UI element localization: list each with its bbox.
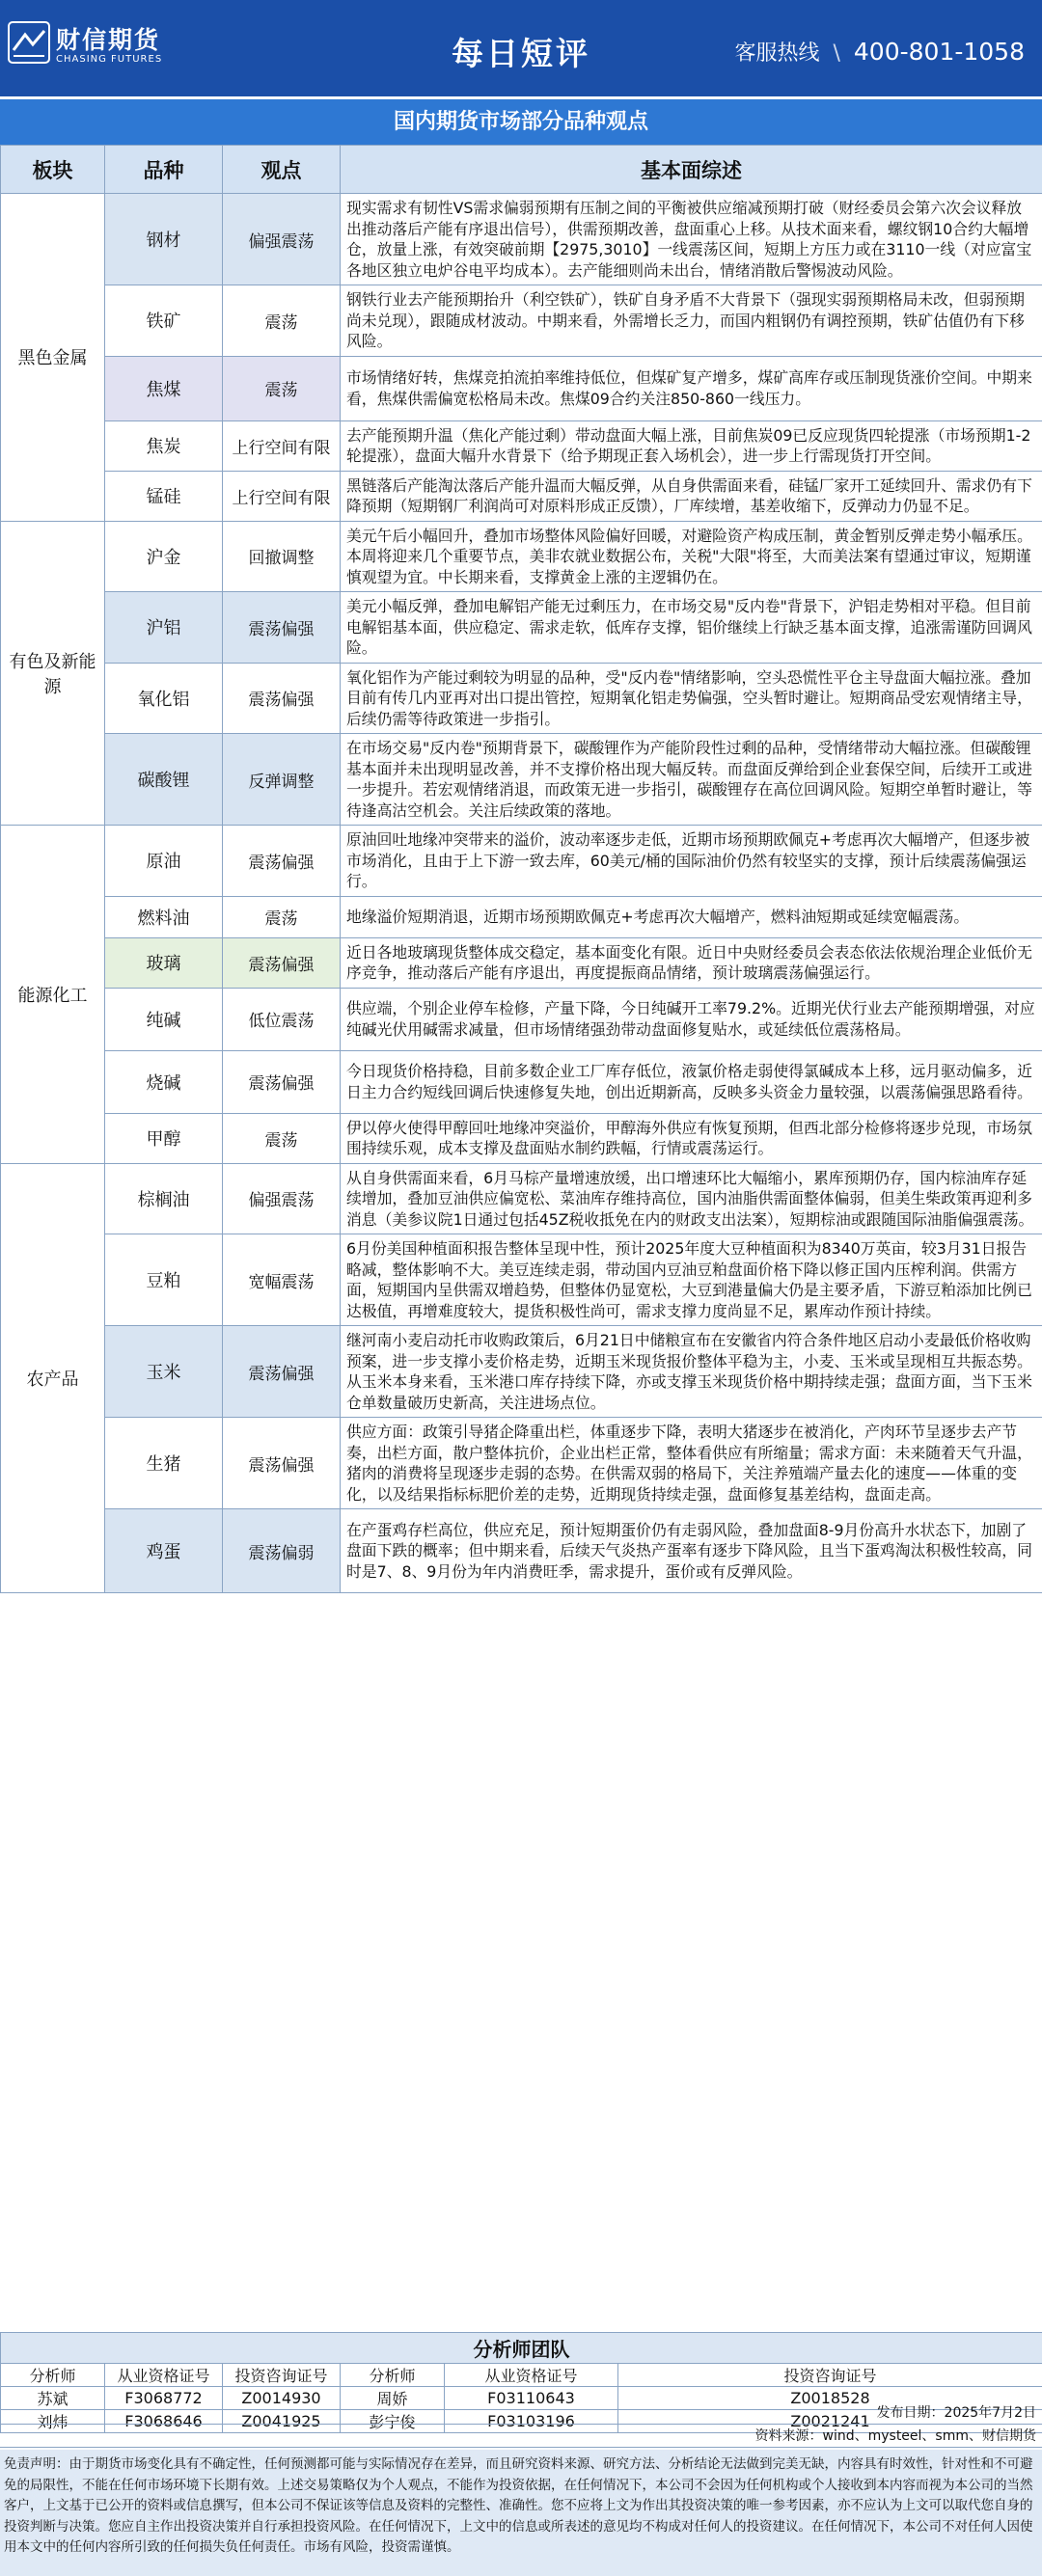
fundamentals-summary: 地缘溢价短期消退，近期市场预期欧佩克+考虑再次大幅增产，燃料油短期或延续宽幅震荡。 <box>341 896 1042 937</box>
fundamentals-summary: 从自身供需面来看，6月马棕产量增速放缓，出口增速环比大幅缩小，累库预期仍存，国内棕油库存延续增加，叠加豆油供应偏宽松、菜油库存维持高位，国内油脂供需面整体偏弱，但美生柴政策再迎利多消息（美参议院1日通过包括45Z税收抵免在内的财政支出法案），短期棕油或跟随国际油脂偏强震荡。 <box>341 1163 1042 1234</box>
fundamentals-summary: 伊以停火使得甲醇回吐地缘冲突溢价，甲醇海外供应有恢复预期，但西北部分检修将逐步兑现，市场氛围持续乐观，成本支撑及盘面贴水制约跌幅，行情或震荡运行。 <box>341 1113 1042 1163</box>
variety-name: 钢材 <box>105 194 223 285</box>
table-row <box>1 521 1042 592</box>
section-title: 国内期货市场部分品种观点 <box>0 99 1042 145</box>
variety-name: 碳酸锂 <box>105 734 223 826</box>
team-header: 投资咨询证号 <box>223 2364 341 2387</box>
variety-name: 纯碱 <box>105 988 223 1050</box>
fundamentals-summary: 氧化铝作为产能过剩较为明显的品种，受"反内卷"情绪影响，空头恐慌性平仓主导盘面大幅拉涨。叠加目前有传几内亚再对出口提出管控，短期氧化铝走势偏强，空头暂时避让。短期商品受宏观情绪主导，后续仍需等待政策进一步指引。 <box>341 663 1042 734</box>
fundamentals-summary: 继河南小麦启动托市收购政策后，6月21日中储粮宣布在安徽省内符合条件地区启动小麦最低价格收购预案，进一步支撑小麦价格走势，近期玉米现货报价整体平稳为主，小麦、玉米或呈现相互共振态势。从玉米本身来看，玉米港口库存持续下降，亦或支撑玉米现货价格中期持续走强；盘面方面，当下玉米仓单数量破历史新高，关注进场点位。 <box>341 1326 1042 1418</box>
variety-name: 生猪 <box>105 1418 223 1509</box>
column-header-variety: 品种 <box>105 146 223 194</box>
consulting-number: Z0021241 <box>618 2410 1042 2433</box>
qualification-number: F03103196 <box>445 2410 618 2433</box>
table-row <box>1 988 1042 1050</box>
column-header-summary: 基本面综述 <box>341 146 1042 194</box>
table-row <box>1 1509 1042 1593</box>
fundamentals-summary: 6月份美国种植面积报告整体呈现中性，预计2025年度大豆种植面积为8340万英亩，较3月31日报告略减，整体影响不大。美豆连续走弱，带动国内豆油豆粕盘面价格下降以修正国内压榨利润。供需方面，短期国内呈供需双增趋势，但整体仍显宽松，大豆到港量偏大仍是主要矛盾，下游豆粕添加比例已达极值，再增难度较大，提货积极性尚可，需求支撑力度尚显不足，累库动作预计持续。 <box>341 1234 1042 1326</box>
publish-date: 发布日期：2025年7月2日 <box>0 2401 1042 2425</box>
table-row <box>1 1326 1042 1418</box>
table-row <box>1 420 1042 471</box>
team-header: 从业资格证号 <box>445 2364 618 2387</box>
view-label: 震荡偏强 <box>223 937 341 988</box>
fundamentals-summary: 在产蛋鸡存栏高位，供应充足，预计短期蛋价仍有走弱风险，叠加盘面8-9月份高升水状态下，加剧了盘面下跌的概率；但中期来看，后续天气炎热产蛋率有逐步下降风险，且当下蛋鸡淘汰积极性较高，同时是7、8、9月份为年内消费旺季，需求提升，蛋价或有反弹风险。 <box>341 1509 1042 1593</box>
variety-name: 烧碱 <box>105 1050 223 1113</box>
variety-name: 沪铝 <box>105 592 223 664</box>
fundamentals-summary: 现实需求有韧性VS需求偏弱预期有压制之间的平衡被供应缩减预期打破（财经委员会第六次会议释放出推动落后产能有序退出信号），供需预期改善，盘面重心上移。从技术面来看，螺纹钢10合约大幅增仓，放量上涨，有效突破前期【2975,3010】一线震荡区间，短期上方压力或在3110一线（对应富宝各地区独立电炉谷电平均成本）。去产能细则尚未出台，情绪消散后警惕波动风险。 <box>341 194 1042 285</box>
table-row <box>1 285 1042 357</box>
team-header: 分析师 <box>1 2364 105 2387</box>
variety-name: 氧化铝 <box>105 663 223 734</box>
view-label: 震荡偏强 <box>223 663 341 734</box>
table-row <box>1 471 1042 521</box>
page-header <box>0 0 1042 96</box>
analyst-name: 苏斌 <box>1 2387 105 2410</box>
data-source: 资料来源：wind、mysteel、smm、财信期货 <box>0 2425 1042 2448</box>
fundamentals-summary: 近日各地玻璃现货整体成交稳定，基本面变化有限。近日中央财经委员会表态依法依规治理企业低价无序竞争，推动落后产能有序退出，再度提振商品情绪，预计玻璃震荡偏强运行。 <box>341 937 1042 988</box>
view-label: 震荡偏强 <box>223 1050 341 1113</box>
table-row <box>1 663 1042 734</box>
analyst-name: 彭宁俊 <box>341 2410 445 2433</box>
sector-name: 农产品 <box>1 1163 105 1593</box>
table-row <box>1 896 1042 937</box>
team-title: 分析师团队 <box>1 2333 1042 2364</box>
logo-name-en: CHASING FUTURES <box>56 54 163 65</box>
table-row <box>1 734 1042 826</box>
view-label: 上行空间有限 <box>223 471 341 521</box>
table-row <box>1 1050 1042 1113</box>
table-row <box>1 1163 1042 1234</box>
variety-name: 燃料油 <box>105 896 223 937</box>
variety-name: 原油 <box>105 826 223 897</box>
qualification-number: F03110643 <box>445 2387 618 2410</box>
team-header-row <box>1 2364 1042 2387</box>
view-label: 震荡偏强 <box>223 826 341 897</box>
table-row <box>1 356 1042 420</box>
fundamentals-summary: 今日现货价格持稳，目前多数企业工厂库存低位，液氯价格走弱使得氯碱成本上移，远月驱动偏多，近日主力合约短线回调后快速修复失地，创出近期新高，反映多头资金力量较强，以震荡偏强思路看待。 <box>341 1050 1042 1113</box>
view-label: 震荡偏强 <box>223 1418 341 1509</box>
hotline-label: 客服热线 <box>734 41 820 66</box>
variety-name: 焦炭 <box>105 420 223 471</box>
variety-name: 玻璃 <box>105 937 223 988</box>
fundamentals-summary: 黑链落后产能淘汰落后产能升温而大幅反弹，从自身供需面来看，硅锰厂家开工延续回升、需求仍有下降预期（短期钢厂利润尚可对原料形成正反馈），厂库续增，基差收缩下，反弹动力仍显不足。 <box>341 471 1042 521</box>
variety-name: 玉米 <box>105 1326 223 1418</box>
table-row <box>1 1234 1042 1326</box>
view-label: 震荡偏强 <box>223 592 341 664</box>
sector-name: 黑色金属 <box>1 194 105 522</box>
team-header: 分析师 <box>341 2364 445 2387</box>
sector-name: 能源化工 <box>1 826 105 1164</box>
fundamentals-summary: 美元小幅反弹，叠加电解铝产能无过剩压力，在市场交易"反内卷"背景下，沪铝走势相对平稳。但目前电解铝基本面，供应稳定、需求走软，低库存支撑，铝价继续上行缺乏基本面支撑，追涨需谨防回调风险。 <box>341 592 1042 664</box>
view-label: 震荡 <box>223 356 341 420</box>
variety-name: 豆粕 <box>105 1234 223 1326</box>
variety-name: 棕榈油 <box>105 1163 223 1234</box>
table-row <box>1 1418 1042 1509</box>
hotline <box>734 37 1025 67</box>
table-header-row <box>1 146 1042 194</box>
view-label: 震荡 <box>223 896 341 937</box>
fundamentals-summary: 原油回吐地缘冲突带来的溢价，波动率逐步走低，近期市场预期欧佩克+考虑再次大幅增产，但逐步被市场消化，且由于上下游一致去库，60美元/桶的国际油价仍然有较坚实的支撑，预计后续震荡偏强运行。 <box>341 826 1042 897</box>
fundamentals-summary: 市场情绪好转，焦煤竞拍流拍率维持低位，但煤矿复产增多，煤矿高库存或压制现货涨价空间。中期来看，焦煤供需偏宽松格局未改。焦煤09合约关注850-860一线压力。 <box>341 356 1042 420</box>
sector-name: 有色及新能源 <box>1 521 105 826</box>
view-label: 震荡偏强 <box>223 1326 341 1418</box>
variety-name: 沪金 <box>105 521 223 592</box>
consulting-number: Z0018528 <box>618 2387 1042 2410</box>
view-label: 低位震荡 <box>223 988 341 1050</box>
table-body <box>1 194 1042 1593</box>
column-header-view: 观点 <box>223 146 341 194</box>
hotline-separator: \ <box>833 41 840 66</box>
qualification-number: F3068772 <box>105 2387 223 2410</box>
view-label: 震荡 <box>223 285 341 357</box>
fundamentals-summary: 在市场交易"反内卷"预期背景下，碳酸锂作为产能阶段性过剩的品种，受情绪带动大幅拉涨。但碳酸锂基本面并未出现明显改善，并不支撑价格出现大幅反转。而盘面反弹给到企业套保空间，后续开工或进一步提升。若宏观情绪消退，而政策无进一步指引，碳酸锂存在高位回调风险。短期空单暂时避让，等待逢高沽空机会。关注后续政策的落地。 <box>341 734 1042 826</box>
table-row <box>1 1113 1042 1163</box>
fundamentals-summary: 去产能预期升温（焦化产能过剩）带动盘面大幅上涨，目前焦炭09已反应现货四轮提涨（市场预期1-2轮提涨），盘面大幅升水背景下（给予期现正套入场机会），进一步上行需现货打开空间。 <box>341 420 1042 471</box>
view-label: 偏强震荡 <box>223 194 341 285</box>
view-label: 宽幅震荡 <box>223 1234 341 1326</box>
logo-name: 财信期货 <box>56 26 161 54</box>
variety-name: 焦煤 <box>105 356 223 420</box>
team-header: 从业资格证号 <box>105 2364 223 2387</box>
consulting-number: Z0014930 <box>223 2387 341 2410</box>
table-row <box>1 592 1042 664</box>
view-label: 震荡偏弱 <box>223 1509 341 1593</box>
views-table <box>0 145 1042 1593</box>
fundamentals-summary: 钢铁行业去产能预期抬升（利空铁矿），铁矿自身矛盾不大背景下（强现实弱预期格局未改，但弱预期尚未兑现），跟随成材波动。中期来看，外需增长乏力，而国内粗钢仍有调控预期，铁矿估值仍有下移风险。 <box>341 285 1042 357</box>
team-header: 投资咨询证号 <box>618 2364 1042 2387</box>
fundamentals-summary: 美元午后小幅回升，叠加市场整体风险偏好回暖，对避险资产构成压制，黄金暂别反弹走势小幅承压。本周将迎来几个重要节点，美非农就业数据公布，关税"大限"将至，大而美法案有望通过审议，短期谨慎观望为宜。中长期来看，支撑黄金上涨的主逻辑仍在。 <box>341 521 1042 592</box>
analyst-name: 刘炜 <box>1 2410 105 2433</box>
variety-name: 锰硅 <box>105 471 223 521</box>
table-row <box>1 194 1042 285</box>
table-row <box>1 937 1042 988</box>
view-label: 偏强震荡 <box>223 1163 341 1234</box>
view-label: 上行空间有限 <box>223 420 341 471</box>
page-title: 每日短评 <box>452 35 590 72</box>
disclaimer: 免责声明：由于期货市场变化具有不确定性，任何预测都可能与实际情况存在差异，而且研究资料来源、研究方法、分析结论无法做到完美无缺，内容具有时效性，针对性和不可避免的局限性，不能在任何市场环境下长期有效。上述交易策略仅为个人观点，不能作为投资依据，在任何情况下，本公司不会因为任何机构或个人接收到本内容而视为本公司的当然客户，上文基于已公开的资料或信息撰写，但本公司不保证该等信息及资料的完整性、准确性。您不应将上文为作出其投资决策的唯一参考因素，亦不应认为上文可以取代您自身的投资判断与决策。您应自主作出投资决策并自行承担投资风险。在任何情况下，上文中的信息或所表述的意见均不构成对任何人的投资建议。在任何情况下，本公司不对任何人因使用本文中的任何内容所引致的任何损失负任何责任。市场有风险，投资需谨慎。 <box>0 2450 1042 2576</box>
variety-name: 甲醇 <box>105 1113 223 1163</box>
table-row <box>1 826 1042 897</box>
fundamentals-summary: 供应方面：政策引导猪企降重出栏，体重逐步下降，表明大猪逐步在被消化，产肉环节呈逐步去产节奏，出栏方面，散户整体抗价，企业出栏正常，整体看供应有所缩量；需求方面：未来随着天气升温，猪肉的消费将呈现逐步走弱的态势。在供需双弱的格局下，关注养殖端产量去化的速度——体重的变化，以及结果指标标肥价差的走势，近期现货持续走强，盘面修复基差结构，盘面走高。 <box>341 1418 1042 1509</box>
view-label: 回撤调整 <box>223 521 341 592</box>
variety-name: 铁矿 <box>105 285 223 357</box>
analyst-name: 周娇 <box>341 2387 445 2410</box>
fundamentals-summary: 供应端，个别企业停车检修，产量下降，今日纯碱开工率79.2%。近期光伏行业去产能预期增强，对应纯碱光伏用碱需求减量，但市场情绪强劲带动盘面修复贴水，或延续低位震荡格局。 <box>341 988 1042 1050</box>
column-header-sector: 板块 <box>1 146 105 194</box>
view-label: 反弹调整 <box>223 734 341 826</box>
qualification-number: F3068646 <box>105 2410 223 2433</box>
hotline-number: 400-801-1058 <box>853 38 1025 66</box>
view-label: 震荡 <box>223 1113 341 1163</box>
consulting-number: Z0041925 <box>223 2410 341 2433</box>
variety-name: 鸡蛋 <box>105 1509 223 1593</box>
